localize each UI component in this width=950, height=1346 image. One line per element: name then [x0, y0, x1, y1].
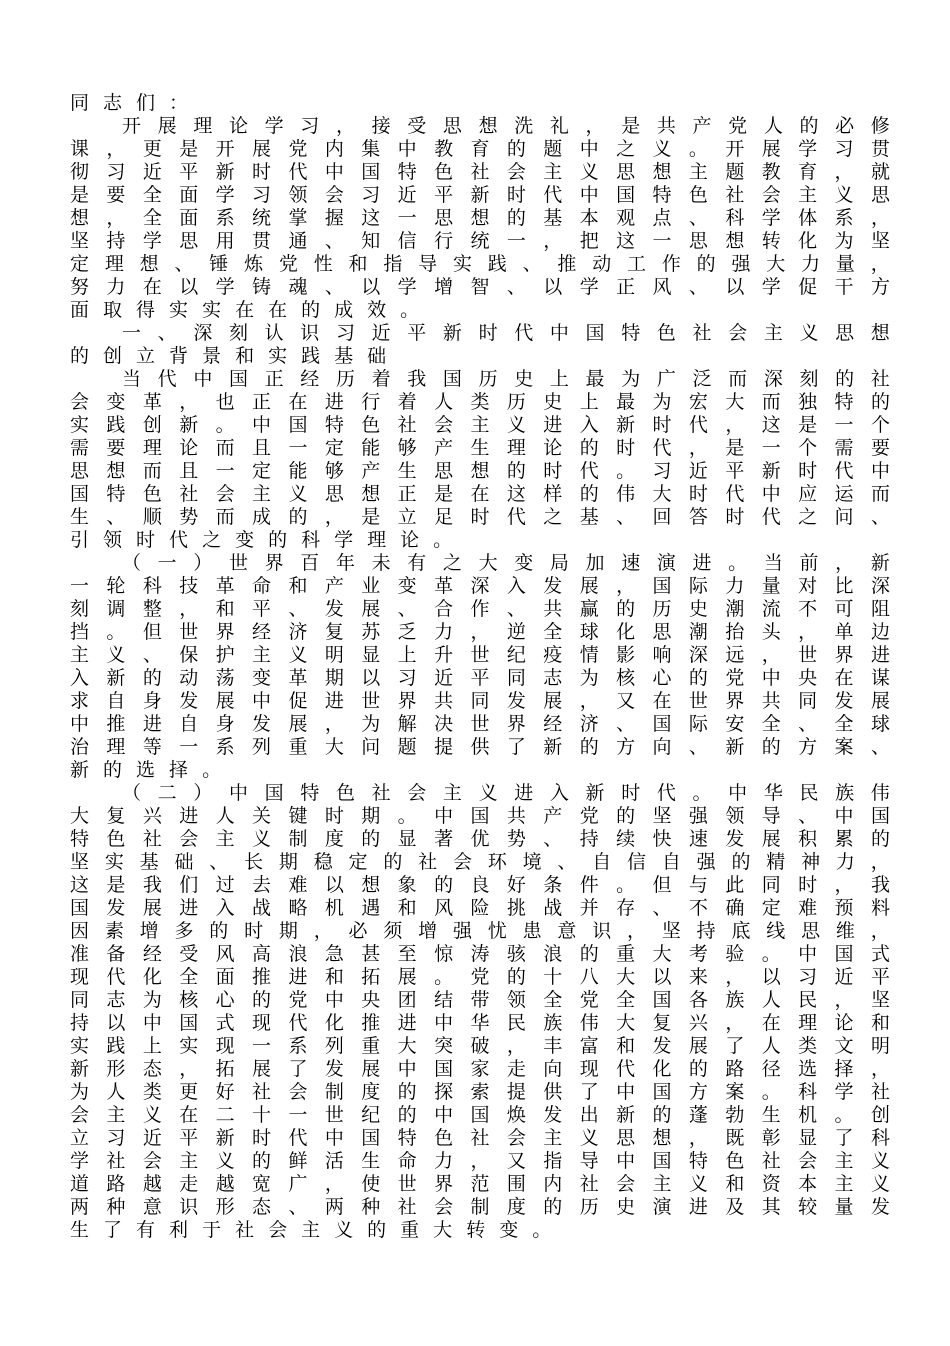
text-line: 两 种 意 识 形 态 、 两 种 社 会 制 度 的 历 史 演 进 及 其 较 量 发 — [70, 1196, 890, 1218]
text-line: 一 、 深 刻 认 识 习 近 平 新 时 代 中 国 特 色 社 会 主 义 思 想 — [122, 322, 890, 344]
text-line: 刻 调 整 ， 和 平 、 发 展 、 合 作 、 共 赢 的 历 史 潮 流 不 可 阻 — [70, 598, 890, 620]
text-line: 想 ， 全 面 系 统 掌 握 这 一 思 想 的 基 本 观 点 、 科 学 体 系 ， — [70, 207, 890, 229]
text-line: 是 要 全 面 学 习 领 会 习 近 平 新 时 代 中 国 特 色 社 会 主 义 思 — [70, 184, 890, 206]
text-line: 同 志 为 核 心 的 党 中 央 团 结 带 领 全 党 全 国 各 族 人 民 ， 坚 — [70, 989, 890, 1011]
document-page — [70, 92, 890, 1242]
text-line: 生 、 顺 势 而 成 的 ， 是 立 足 时 代 之 基 、 回 答 时 代 之 问 、 — [70, 506, 890, 528]
text-line: 主 义 、 保 护 主 义 明 显 上 升 世 纪 疫 情 影 响 深 远 ， 世 界 进 — [70, 644, 890, 666]
text-line: 中 推 进 自 身 发 展 ， 为 解 决 世 界 经 济 、 国 际 安 全 、 全 球 — [70, 713, 890, 735]
text-line: 特 色 社 会 主 义 制 度 的 显 著 优 势 、 持 续 快 速 发 展 积 累 的 — [70, 828, 890, 850]
text-line: 会 主 义 在 二 十 一 世 纪 的 中 国 焕 发 出 新 的 蓬 勃 生 机 。 创 — [70, 1104, 890, 1126]
text-line: 当 代 中 国 正 经 历 着 我 国 历 史 上 最 为 广 泛 而 深 刻 的 社 — [122, 368, 890, 390]
text-line: 坚 持 学 思 用 贯 通 、 知 信 行 统 一 ， 把 这 一 思 想 转 化 为 坚 — [70, 230, 890, 252]
text-line: 现 代 化 全 面 推 进 和 拓 展 。 党 的 十 八 大 以 来 ， 以 习 近 平 — [70, 966, 890, 988]
text-line: 面 取 得 实 实 在 在 的 成 效 。 — [70, 299, 420, 321]
text-line: 同 志 们 ： — [70, 92, 189, 114]
text-line: 准 备 经 受 风 高 浪 急 甚 至 惊 涛 骇 浪 的 重 大 考 验 。 中 国 式 — [70, 943, 890, 965]
text-line: 思 想 而 且 一 定 能 够 产 生 思 想 的 时 代 。 习 近 平 新 时 代 中 — [70, 460, 890, 482]
text-line: 定 理 想 、 锤 炼 党 性 和 指 导 实 践 、 推 动 工 作 的 强 大 力 量 ， — [70, 253, 890, 275]
text-line: 实 践 创 新 。 中 国 特 色 社 会 主 义 进 入 新 时 代 ， 这 是 一 个 — [70, 414, 890, 436]
text-line: 需 要 理 论 而 且 一 定 能 够 产 生 理 论 的 时 代 ， 是 一 个 需 要 — [70, 437, 890, 459]
text-line: 治 理 等 一 系 列 重 大 问 题 提 供 了 新 的 方 向 、 新 的 方 案 、 — [70, 736, 890, 758]
text-line: 国 特 色 社 会 主 义 思 想 正 是 在 这 样 的 伟 大 时 代 中 应 运 而 — [70, 483, 890, 505]
text-line: 开 展 理 论 学 习 ， 接 受 思 想 洗 礼 ， 是 共 产 党 人 的 必 修 — [122, 115, 890, 137]
text-line: 会 变 革 ， 也 正 在 进 行 着 人 类 历 史 上 最 为 宏 大 而 独 特 的 — [70, 391, 890, 413]
text-line: 努 力 在 以 学 铸 魂 、 以 学 增 智 、 以 学 正 风 、 以 学 促 干 方 — [70, 276, 890, 298]
text-line: 立 习 近 平 新 时 代 中 国 特 色 社 会 主 义 思 想 ， 既 彰 显 了 科 — [70, 1127, 890, 1149]
text-line: （ 一 ） 世 界 百 年 未 有 之 大 变 局 加 速 演 进 。 当 前 ， 新 — [122, 552, 890, 574]
text-line: 一 轮 科 技 革 命 和 产 业 变 革 深 入 发 展 ， 国 际 力 量 对 比 深 — [70, 575, 890, 597]
text-line: 新 的 选 择 。 — [70, 759, 222, 781]
text-line: 入 新 的 动 荡 变 革 期 以 习 近 平 同 志 为 核 心 的 党 中 央 在 谋 — [70, 667, 890, 689]
text-line: 求 自 身 发 展 中 促 进 世 界 共 同 发 展 ， 又 在 世 界 共 同 发 展 — [70, 690, 890, 712]
text-line: 学 社 会 主 义 的 鲜 活 生 命 力 ， 又 指 导 中 国 特 色 社 会 主 义 — [70, 1150, 890, 1172]
text-line: 生 了 有 利 于 社 会 主 义 的 重 大 转 变 。 — [70, 1219, 552, 1241]
text-line: 大 复 兴 进 人 关 键 时 期 。 中 国 共 产 党 的 坚 强 领 导 、 中 国 — [70, 805, 890, 827]
text-line: 彻 习 近 平 新 时 代 中 国 特 色 社 会 主 义 思 想 主 题 教 育 ， 就 — [70, 161, 890, 183]
text-line: 坚 实 基 础 、 长 期 稳 定 的 社 会 环 境 、 自 信 自 强 的 精 神 力 ， — [70, 851, 890, 873]
text-line: 引 领 时 代 之 变 的 科 学 理 论 。 — [70, 529, 453, 551]
text-line: 这 是 我 们 过 去 难 以 想 象 的 良 好 条 件 。 但 与 此 同 时 ， 我 — [70, 874, 890, 896]
text-line: 国 发 展 进 入 战 略 机 遇 和 风 险 挑 战 并 存 、 不 确 定 难 预 料 — [70, 897, 890, 919]
text-line: 持 以 中 国 式 现 代 化 推 进 中 华 民 族 伟 大 复 兴 ， 在 理 论 和 — [70, 1012, 890, 1034]
text-line: 的 创 立 背 景 和 实 践 基 础 — [70, 345, 387, 367]
text-line: 挡 。 但 世 界 经 济 复 苏 乏 力 ， 逆 全 球 化 思 潮 抬 头 ， 单 边 — [70, 621, 890, 643]
text-line: 为 人 类 更 好 社 会 制 度 的 探 索 提 供 了 中 国 方 案 。 科 学 社 — [70, 1081, 890, 1103]
text-line: 实 践 上 实 现 一 系 列 重 大 突 破 ， 丰 富 和 发 展 了 人 类 文 明 — [70, 1035, 890, 1057]
text-line: 因 素 增 多 的 时 期 ， 必 须 增 强 忧 患 意 识 ， 坚 持 底 线 思 维 ， — [70, 920, 890, 942]
text-line: 新 形 态 ， 拓 展 了 发 展 中 国 家 走 向 现 代 化 的 路 径 选 择 ， — [70, 1058, 890, 1080]
text-line: （ 二 ） 中 国 特 色 社 会 主 义 进 入 新 时 代 。 中 华 民 族 伟 — [122, 782, 890, 804]
text-line: 课 ， 更 是 开 展 党 内 集 中 教 育 的 题 中 之 义 。 开 展 学 习 贯 — [70, 138, 890, 160]
text-line: 道 路 越 走 越 宽 广 ， 使 世 界 范 围 内 社 会 主 义 和 资 本 主 义 — [70, 1173, 890, 1195]
